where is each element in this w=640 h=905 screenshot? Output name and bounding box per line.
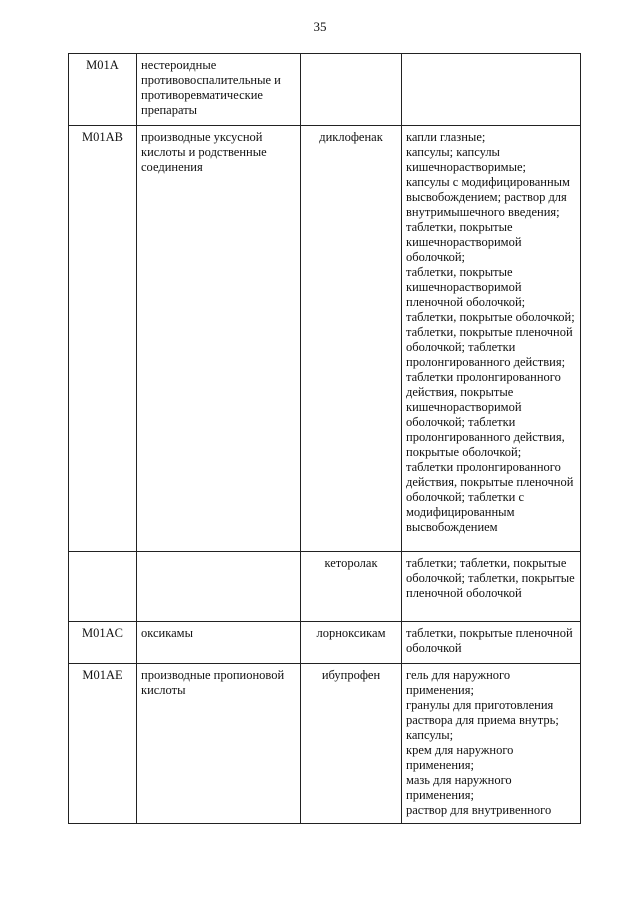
table-row xyxy=(69,552,581,622)
atc-code xyxy=(69,552,137,622)
drug-name: ибупрофен xyxy=(301,664,402,824)
dosage-form-item: мазь для наружного применения; xyxy=(406,773,512,802)
pharmacological-group: производные пропионовой кислоты xyxy=(137,664,301,824)
dosage-forms xyxy=(402,126,581,552)
dosage-forms xyxy=(402,622,581,664)
table-row xyxy=(69,54,581,126)
atc-code: M01A xyxy=(69,54,137,126)
dosage-form-item: раствор для внутривенного xyxy=(406,803,552,817)
dosage-form-item: таблетки, покрытые кишечнорастворимой оболочкой; xyxy=(406,220,522,264)
table-row xyxy=(69,664,581,824)
dosage-form-item: таблетки, покрытые оболочкой; xyxy=(406,310,575,324)
table-row xyxy=(69,622,581,664)
drug-table xyxy=(68,53,581,824)
dosage-forms xyxy=(402,54,581,126)
drug-name: диклофенак xyxy=(301,126,402,552)
pharmacological-group: оксикамы xyxy=(137,622,301,664)
pharmacological-group: производные уксусной кислоты и родственные соединения xyxy=(137,126,301,552)
dosage-form-item: таблетки пролонгированного действия, покрытые пленочной оболочкой; таблетки с модифицированным высвобождением xyxy=(406,460,574,534)
pharmacological-group: нестероидные противовоспалительные и противоревматические препараты xyxy=(137,54,301,126)
page-number: 35 xyxy=(313,19,327,34)
dosage-forms xyxy=(402,552,581,622)
pharmacological-group xyxy=(137,552,301,622)
dosage-form-item: капсулы с модифицированным высвобождением; раствор для внутримышечного введения; xyxy=(406,175,570,219)
dosage-form-item: таблетки, покрытые пленочной оболочкой; таблетки пролонгированного действия; xyxy=(406,325,573,369)
drug-name: кеторолак xyxy=(301,552,402,622)
dosage-form-item: капсулы; xyxy=(406,728,454,742)
table-row xyxy=(69,126,581,552)
atc-code: M01AE xyxy=(69,664,137,824)
atc-code: M01AB xyxy=(69,126,137,552)
dosage-form-item: крем для наружного применения; xyxy=(406,743,514,772)
dosage-form-item: таблетки, покрытые пленочной оболочкой xyxy=(406,626,573,655)
dosage-form-item: гранулы для приготовления раствора для приема внутрь; xyxy=(406,698,559,727)
dosage-form-item: капсулы; капсулы кишечнорастворимые; xyxy=(406,145,526,174)
drug-name: лорноксикам xyxy=(301,622,402,664)
dosage-form-item: таблетки; таблетки, покрытые оболочкой; таблетки, покрытые пленочной оболочкой xyxy=(406,556,575,600)
atc-code: M01AC xyxy=(69,622,137,664)
drug-name xyxy=(301,54,402,126)
dosage-form-item: таблетки, покрытые кишечнорастворимой пленочной оболочкой; xyxy=(406,265,526,309)
dosage-forms xyxy=(402,664,581,824)
dosage-form-item: гель для наружного применения; xyxy=(406,668,511,697)
dosage-form-item: таблетки пролонгированного действия, покрытые кишечнорастворимой оболочкой; таблетки пролонгированного действия, покрытые оболочкой; xyxy=(406,370,565,459)
dosage-form-item: капли глазные; xyxy=(406,130,486,144)
